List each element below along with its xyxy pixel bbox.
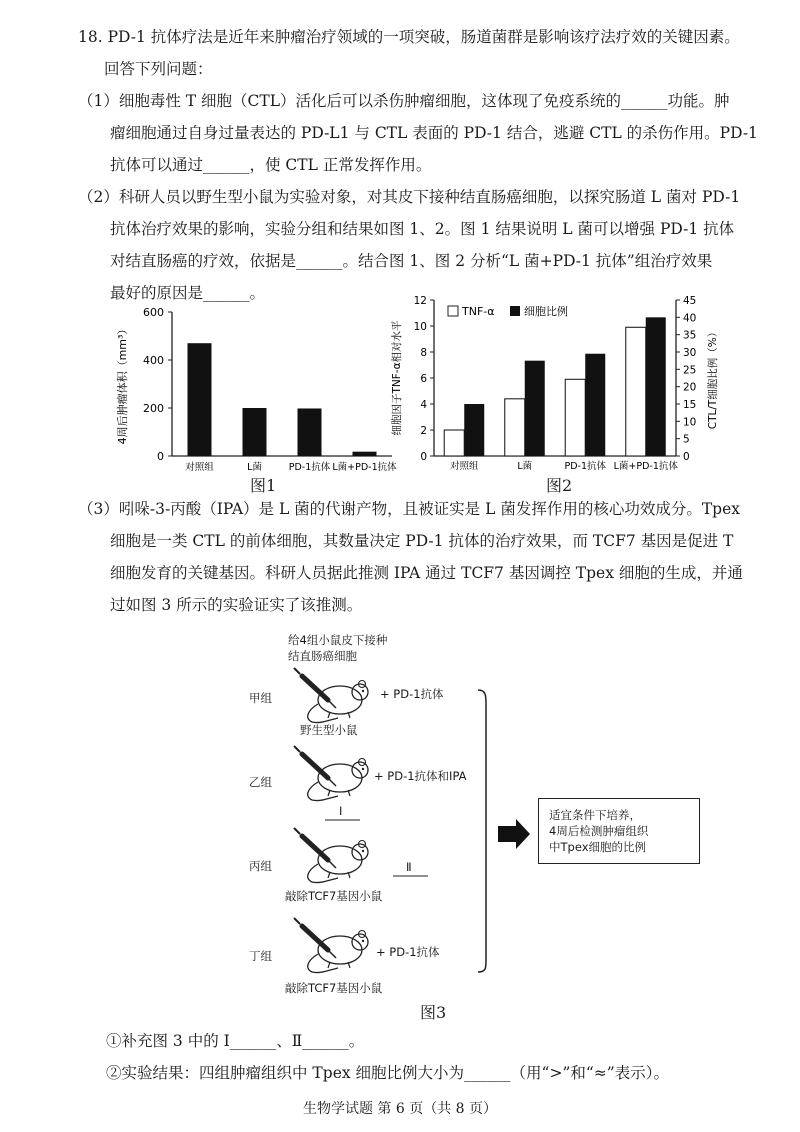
legend-label-tnf: TNF-α <box>462 305 495 318</box>
left-y-tick-label: 0 <box>420 451 427 463</box>
left-y-tick-label: 4 <box>420 399 427 411</box>
y-tick-label: 600 <box>143 306 164 319</box>
y-axis-label: 4周后肿瘤体积（mm³） <box>116 323 129 445</box>
part3-line2: 细胞是一类 CTL 的前体细胞，其数量决定 PD-1 抗体的治疗效果，而 TCF7 基因是促进 T <box>110 532 734 550</box>
question-title: 18. PD-1 抗体疗法是近年来肿瘤治疗领域的一项突破，肠道菌群是影响该疗法疗效的关键因素。 <box>78 28 740 46</box>
figure-1-caption: 图1 <box>250 476 277 495</box>
group-a-label: 甲组 <box>249 691 272 705</box>
mouse-icon-group-c <box>294 828 368 883</box>
y-tick-label: 200 <box>143 402 164 415</box>
part1-line3: 抗体可以通过______，使 CTL 正常发挥作用。 <box>110 156 432 174</box>
part2-line3: 对结直肠癌的疗效，依据是______。结合图 1、图 2 分析“L 菌+PD-1 抗体”组治疗效果 <box>110 252 713 270</box>
question-instruction: 回答下列问题： <box>104 60 213 78</box>
y-tick-label: 0 <box>157 450 164 463</box>
result-line3: 中Tpex细胞的比例 <box>549 840 647 854</box>
y-tick-label: 400 <box>143 354 164 367</box>
part3-line3: 细胞发育的关键基因。科研人员据此推测 IPA 通过 TCF7 基因调控 Tpex 细胞的生成，并通 <box>110 564 743 582</box>
arrow-icon <box>498 819 530 849</box>
result-line1: 适宜条件下培养， <box>549 808 641 822</box>
part2-line4: 最好的原因是______。 <box>110 284 266 302</box>
fig3-header-line2: 结直肠癌细胞 <box>288 649 357 663</box>
x-tick-label: 对照组 <box>185 462 214 473</box>
part2-line1: （2）科研人员以野生型小鼠为实验对象，对其皮下接种结直肠癌细胞，以探究肠道 L 菌对 PD-1 <box>78 188 741 206</box>
right-y-tick-label: 20 <box>683 381 697 394</box>
group-d-treatment: + PD-1抗体 <box>376 945 440 959</box>
left-y-tick-label: 10 <box>413 321 427 333</box>
part1-line1: （1）细胞毒性 T 细胞（CTL）活化后可以杀伤肿瘤细胞，这体现了免疫系统的______功能。肿 <box>78 92 730 110</box>
group-d-label: 丁组 <box>249 949 272 963</box>
right-y-tick-label: 45 <box>683 295 697 307</box>
right-y-axis-label: CTL/T细胞比例（%） <box>707 326 719 430</box>
part3-line4: 过如图 3 所示的实验证实了该推测。 <box>110 596 363 614</box>
group-b-treatment: + PD-1抗体和IPA <box>374 769 467 783</box>
x-tick-label: 对照组 <box>449 461 479 472</box>
part1-line2: 瘤细胞通过自身过量表达的 PD-L1 与 CTL 表面的 PD-1 结合，逃避 CTL 的杀伤作用。PD-1 <box>110 124 758 142</box>
x-tick-label: L菌 <box>247 462 262 473</box>
group-bracket <box>478 690 486 972</box>
group-d-mouse-label: 敲除TCF7基因小鼠 <box>285 981 383 995</box>
right-y-tick-label: 5 <box>683 433 690 446</box>
group-c-mouse-label: 敲除TCF7基因小鼠 <box>285 889 383 903</box>
left-y-tick-label: 8 <box>420 347 427 359</box>
part2-line2: 抗体治疗效果的影响，实验分组和结果如图 1、2。图 1 结果说明 L 菌可以增强 PD-1 抗体 <box>110 220 735 238</box>
figure-3-caption: 图3 <box>420 1003 447 1022</box>
part3-line1: （3）吲哚-3-丙酸（IPA）是 L 菌的代谢产物，且被证实是 L 菌发挥作用的核心功效成分。Tpex <box>78 500 740 518</box>
legend-label-cell-ratio: 细胞比例 <box>524 305 568 318</box>
x-tick-label: L菌+PD-1抗体 <box>613 461 678 472</box>
right-y-tick-label: 30 <box>683 347 697 359</box>
right-y-tick-label: 25 <box>683 364 697 377</box>
subquestion-2: ②实验结果：四组肿瘤组织中 Tpex 细胞比例大小为______（用“>”和“≈”表示）。 <box>106 1064 669 1082</box>
right-y-tick-label: 10 <box>683 416 697 429</box>
right-y-tick-label: 40 <box>683 312 697 325</box>
left-y-axis-label: 细胞因子TNF-α相对水平 <box>391 320 403 436</box>
left-y-tick-label: 6 <box>420 373 427 385</box>
mouse-icon-group-a <box>294 668 368 723</box>
left-y-tick-label: 12 <box>413 295 427 307</box>
blank-i-label: Ⅰ <box>339 804 343 818</box>
fig3-header-line1: 给4组小鼠皮下接种 <box>288 633 388 647</box>
x-tick-label: PD-1抗体 <box>288 462 331 473</box>
figure-2-caption: 图2 <box>546 476 573 495</box>
left-y-tick-label: 2 <box>420 425 427 437</box>
subquestion-1: ①补充图 3 中的 Ⅰ______、Ⅱ______。 <box>106 1032 365 1050</box>
mouse-icon-group-b <box>294 746 368 801</box>
group-c-label: 丙组 <box>249 859 272 873</box>
result-line2: 4周后检测肿瘤组织 <box>549 824 649 838</box>
group-a-mouse-label: 野生型小鼠 <box>300 723 358 737</box>
right-y-tick-label: 0 <box>683 451 690 463</box>
right-y-tick-label: 15 <box>683 399 697 411</box>
page-footer: 生物学试题 第 6 页（共 8 页） <box>302 1101 498 1117</box>
mouse-icon-group-d <box>294 918 368 973</box>
result-box <box>538 798 700 864</box>
right-y-tick-label: 35 <box>683 329 697 342</box>
group-b-label: 乙组 <box>249 775 272 789</box>
x-tick-label: PD-1抗体 <box>564 461 607 472</box>
blank-ii-label: Ⅱ <box>406 860 412 874</box>
x-tick-label: L菌 <box>517 461 533 472</box>
x-tick-label: L菌+PD-1抗体 <box>332 462 397 473</box>
group-a-treatment: + PD-1抗体 <box>380 687 444 701</box>
